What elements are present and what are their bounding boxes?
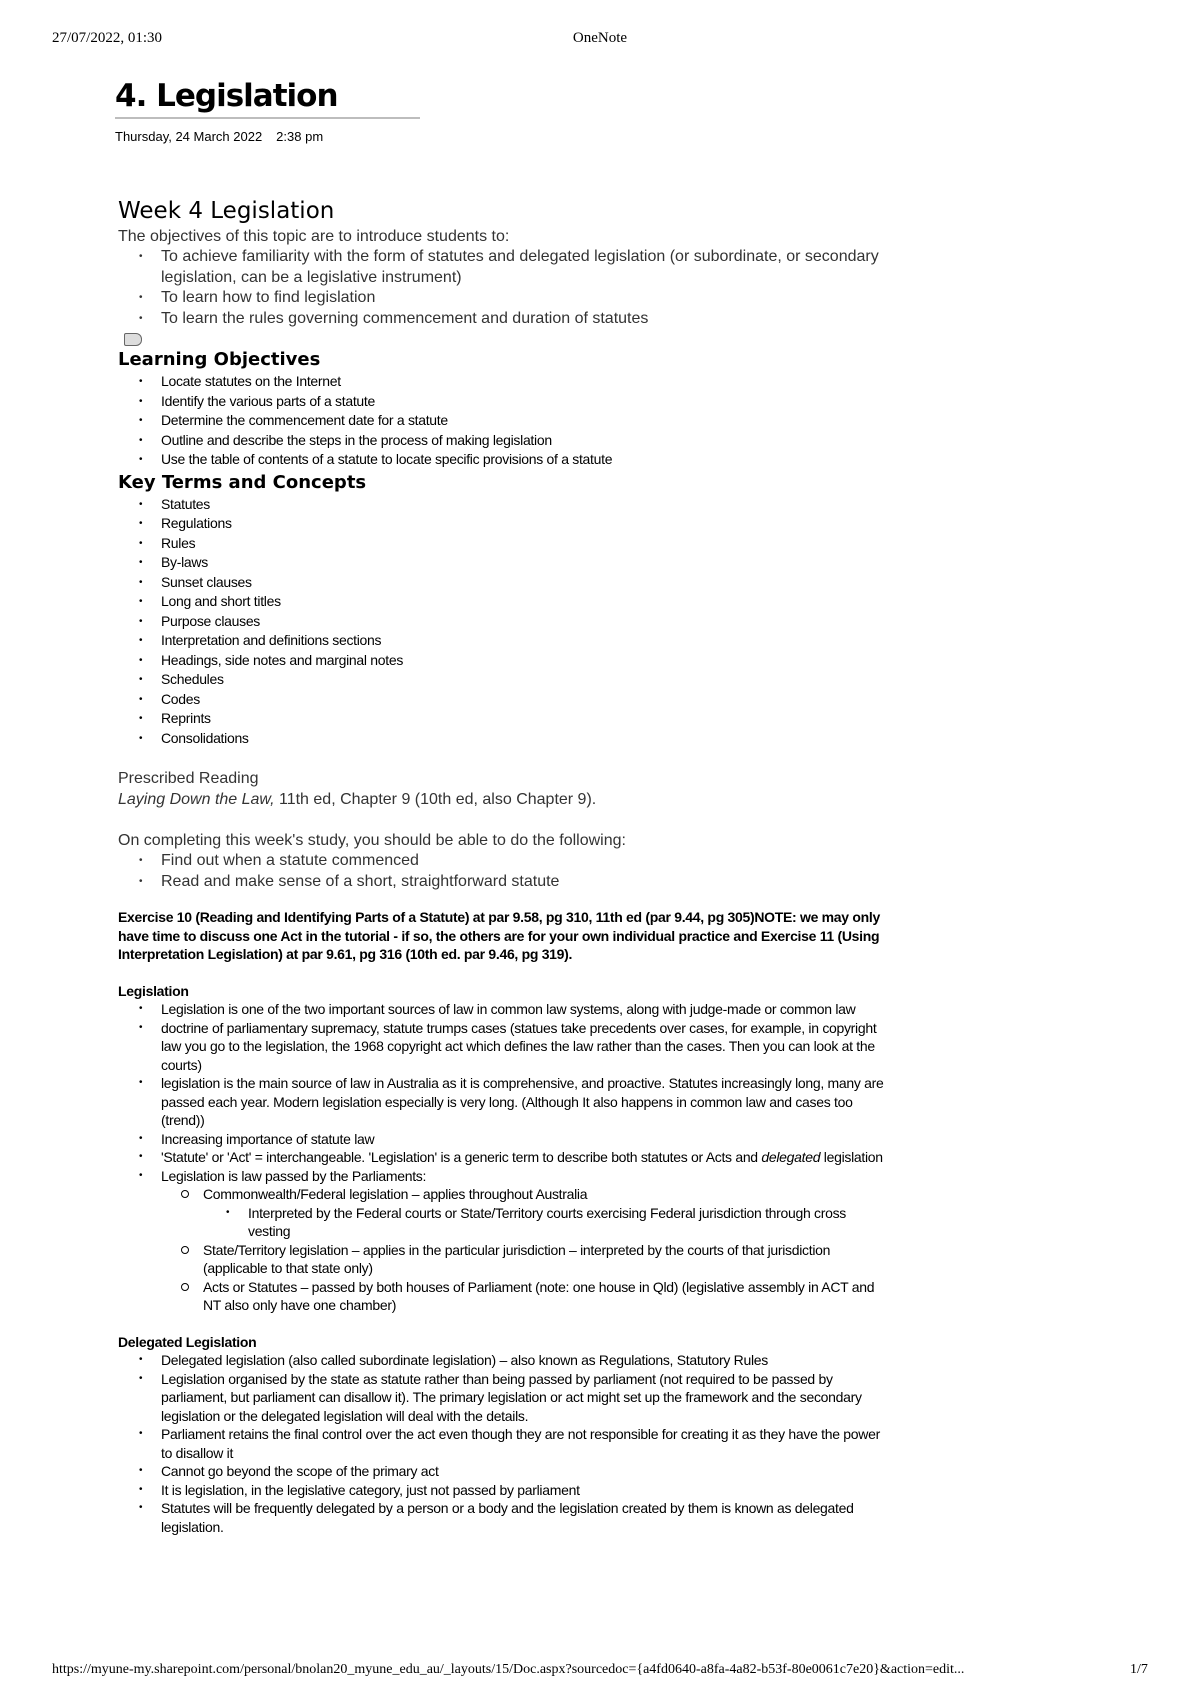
list-item: • To achieve familiarity with the form of statutes and delegated legislation (or subordinate, or secondary legislation, can be a legislative instrument) — [161, 247, 888, 288]
week-heading: Week 4 Legislation — [118, 198, 335, 224]
list-item: • Headings, side notes and marginal notes — [161, 651, 888, 671]
list-item: • legislation is the main source of law in Australia as it is comprehensive, and proactive. Statutes increasingly long, many are passed each year. Modern legislation especially is very long. (Although It also happens in common law and cases too (trend)) — [161, 1074, 888, 1130]
list-item: • Use the table of contents of a statute to locate specific provisions of a statute — [161, 450, 888, 470]
list-item: • Sunset clauses — [161, 573, 888, 593]
statute-text-italic: delegated — [761, 1149, 821, 1165]
print-url[interactable]: https://myune-my.sharepoint.com/personal/bnolan20_myune_edu_au/_layouts/15/Doc.aspx?sourcedoc={a4fd0640-a8fa-4a82-b53f-80e0061c7e20}&action=edit... — [52, 1662, 965, 1677]
list-item: • Legislation is one of the two important sources of law in common law systems, along with judge-made or common law — [161, 1000, 888, 1019]
list-item: • Determine the commencement date for a statute — [161, 411, 888, 431]
commonwealth-text: Commonwealth/Federal legislation – applies throughout Australia — [203, 1186, 588, 1202]
list-item: • Consolidations — [161, 729, 888, 749]
list-item — [161, 1167, 888, 1315]
list-item: • To learn the rules governing commencement and duration of statutes — [161, 309, 888, 330]
list-item: • Interpreted by the Federal courts or State/Territory courts exercising Federal jurisdiction through cross vesting — [248, 1204, 888, 1241]
exercise-note: Exercise 10 (Reading and Identifying Parts of a Statute) at par 9.58, pg 310, 11th ed (par 9.44, pg 305)NOTE: we may only have time to discuss one Act in the tutorial - if so, the others are for your own individual practice and Exercise 11 (Using Interpretation Legislation) at par 9.61, pg 316 (10th ed. par 9.46, pg 319). — [118, 909, 880, 962]
delegated-legislation-heading: Delegated Legislation — [118, 1333, 257, 1350]
list-item: • Outline and describe the steps in the process of making legislation — [161, 431, 888, 451]
list-item: • Find out when a statute commenced — [161, 851, 888, 872]
list-item: • Regulations — [161, 514, 888, 534]
list-item: • Statutes — [161, 495, 888, 515]
learning-objectives-list — [118, 372, 888, 470]
parliaments-sublist — [161, 1185, 888, 1315]
list-item: • doctrine of parliamentary supremacy, statute trumps cases (statues take precedents over cases, for example, in copyright law you go to the legislation, the 1968 copyright act which defines the law rather than the cases. Then you can look at the courts) — [161, 1019, 888, 1075]
list-item: • Statutes will be frequently delegated by a person or a body and the legislation created by them is known as delegated legislation. — [161, 1499, 888, 1536]
reading-details: 11th ed, Chapter 9 (10th ed, also Chapter 9). — [274, 791, 597, 808]
list-item: Acts or Statutes – passed by both houses of Parliament (note: one house in Qld) (legislative assembly in ACT and NT also only have one chamber) — [203, 1278, 888, 1315]
page-title: 4. Legislation — [115, 78, 338, 114]
key-terms-list — [118, 495, 888, 749]
list-item: • Codes — [161, 690, 888, 710]
title-underline — [115, 117, 420, 119]
statute-text-pre: 'Statute' or 'Act' = interchangeable. 'Legislation' is a generic term to describe both statutes or Acts and — [161, 1149, 762, 1165]
list-item: • By-laws — [161, 553, 888, 573]
prescribed-reading-label: Prescribed Reading — [118, 770, 259, 787]
book-title: Laying Down the Law, — [118, 791, 275, 808]
week-objectives-list — [118, 247, 888, 329]
legislation-list — [118, 1000, 888, 1315]
print-page-number: 1/7 — [1130, 1662, 1148, 1677]
list-item: • Legislation organised by the state as statute rather than being passed by parliament (not required to be passed by parliament, but parliament can disallow it). The primary legislation or act might set up the framework and the secondary legislation or the delegated legislation will deal with the details. — [161, 1370, 888, 1426]
list-item: • Identify the various parts of a statute — [161, 392, 888, 412]
completing-intro: On completing this week's study, you should be able to do the following: — [118, 832, 626, 849]
note-content — [118, 198, 888, 1536]
list-item: • Interpretation and definitions sections — [161, 631, 888, 651]
list-item: State/Territory legislation – applies in the particular jurisdiction – interpreted by the courts of that jurisdiction (applicable to that state only) — [203, 1241, 888, 1278]
key-terms-heading: Key Terms and Concepts — [118, 471, 367, 493]
week-intro: The objectives of this topic are to introduce students to: — [118, 228, 510, 245]
list-item: • To learn how to find legislation — [161, 288, 888, 309]
list-item: • Schedules — [161, 670, 888, 690]
list-item: • Reprints — [161, 709, 888, 729]
list-item — [161, 1148, 888, 1167]
print-datetime: 27/07/2022, 01:30 — [52, 30, 163, 46]
learning-objectives-heading: Learning Objectives — [118, 349, 321, 370]
list-item: • Read and make sense of a short, straightforward statute — [161, 872, 888, 893]
passed-by-text: Legislation is law passed by the Parliaments: — [161, 1167, 427, 1184]
list-item: • Increasing importance of statute law — [161, 1130, 888, 1149]
page-date-day: Thursday, 24 March 2022 — [115, 129, 263, 144]
page-date-time: 2:38 pm — [276, 129, 324, 144]
print-app-name: OneNote — [572, 30, 628, 46]
legislation-heading: Legislation — [118, 982, 189, 999]
commonwealth-sublist — [203, 1204, 888, 1241]
delegated-legislation-list — [118, 1351, 888, 1536]
list-item: • Long and short titles — [161, 592, 888, 612]
list-item: • Locate statutes on the Internet — [161, 372, 888, 392]
list-item: • Parliament retains the final control over the act even though they are not responsible for creating it as they have the power to disallow it — [161, 1425, 888, 1462]
list-item — [203, 1185, 888, 1241]
completing-list — [118, 851, 888, 892]
list-item: • It is legislation, in the legislative category, just not passed by parliament — [161, 1481, 888, 1500]
page-date — [115, 129, 337, 144]
statute-text-post: legislation — [820, 1149, 883, 1165]
list-item: • Rules — [161, 534, 888, 554]
list-item: • Purpose clauses — [161, 612, 888, 632]
list-item: • Delegated legislation (also called subordinate legislation) – also known as Regulations, Statutory Rules — [161, 1351, 888, 1370]
tag-icon[interactable] — [124, 333, 142, 346]
list-item: • Cannot go beyond the scope of the primary act — [161, 1462, 888, 1481]
prescribed-reading-text — [118, 789, 888, 810]
